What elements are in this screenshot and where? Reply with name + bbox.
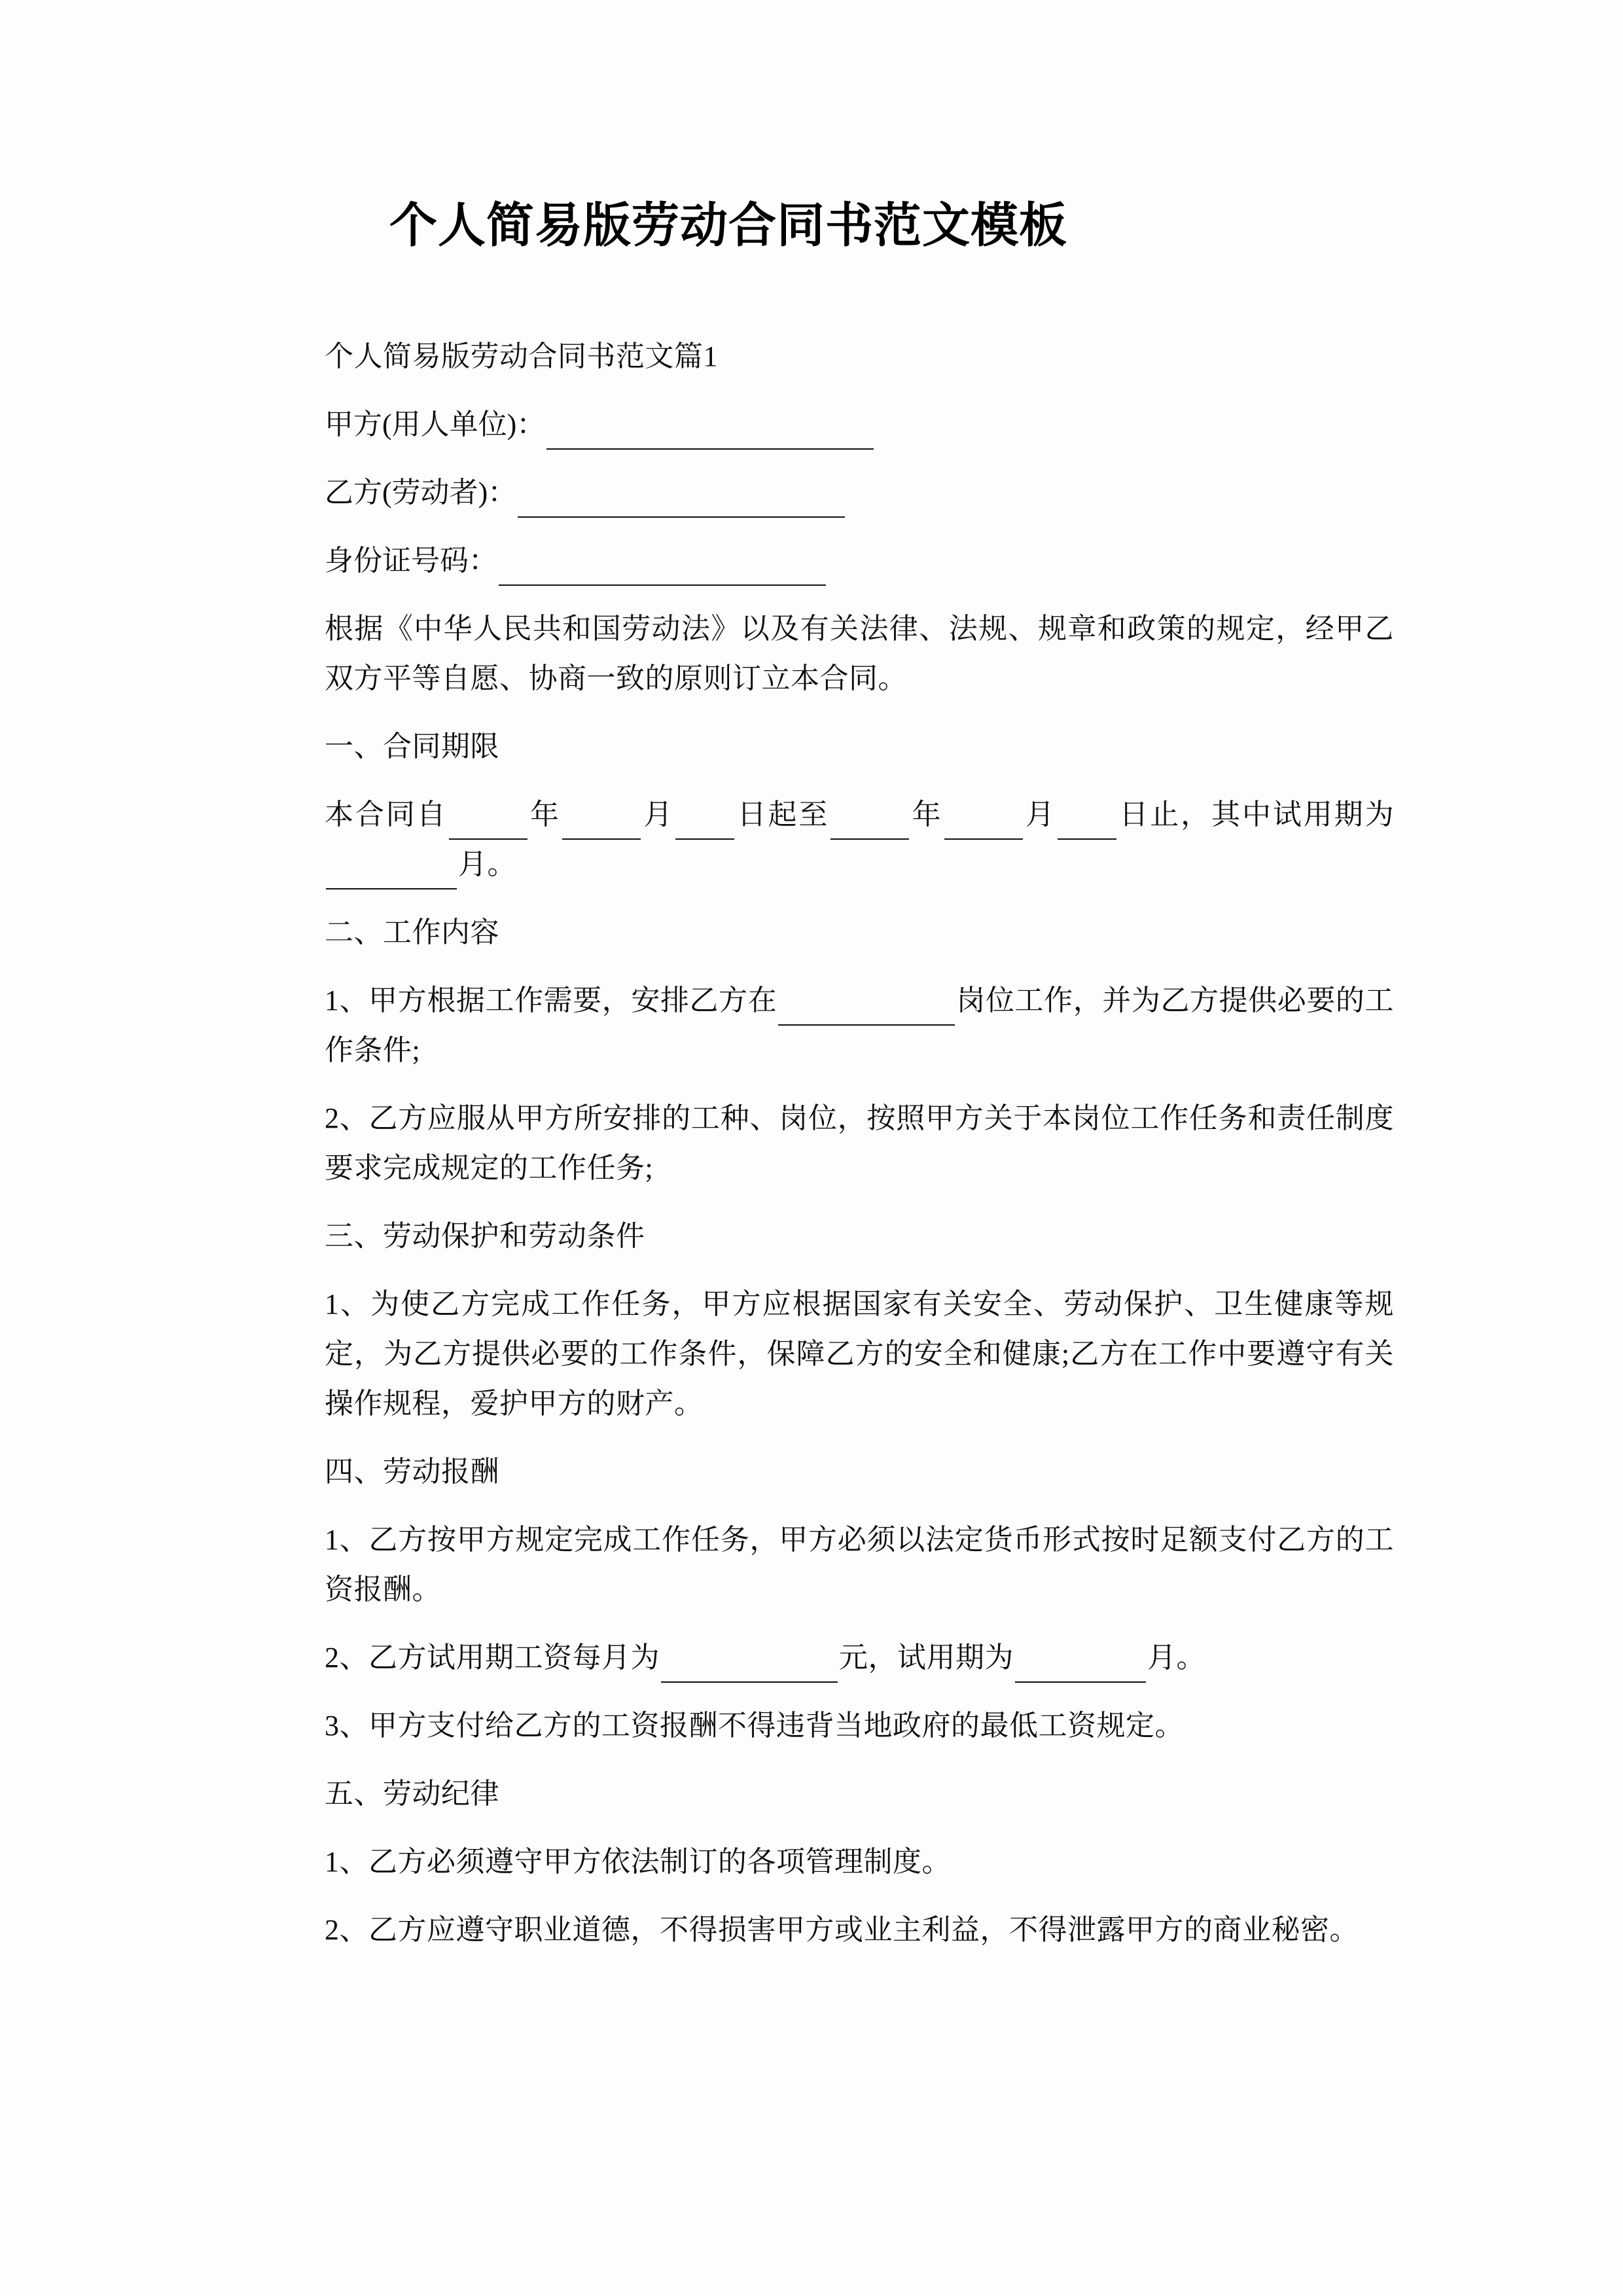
blank-probation-period[interactable] [1015, 1649, 1146, 1683]
document-subheading: 个人简易版劳动合同书范文篇1 [325, 340, 718, 372]
section-heading-3: 三、劳动保护和劳动条件 [325, 1220, 645, 1252]
party-field-id-number [308, 536, 1394, 586]
party-field-employer [308, 400, 1394, 450]
section-5-item-1: 1、乙方必须遵守甲方依法制订的各项管理制度。 [325, 1846, 951, 1878]
section-3-item-1: 1、为使乙方完成工作任务，甲方应根据国家有关安全、劳动保护、卫生健康等规定，为乙方提供必要的工作条件，保障乙方的安全和健康;乙方在工作中要遵守有关操作规程，爱护甲方的财产。 [325, 1288, 1394, 1420]
seg-text: 岗位工作，并为乙方提供必要的工作条件; [325, 984, 1395, 1066]
section-4-item-2 [308, 1633, 1394, 1683]
seg-text: 月。 [1147, 1641, 1205, 1674]
blank-end-month[interactable] [944, 806, 1023, 840]
party-label-employer: 甲方(用人单位)： [325, 408, 546, 440]
seg-text: 月。 [458, 848, 516, 880]
seg-text: 日止，其中试用期为 [1117, 798, 1395, 831]
section-heading-4: 四、劳动报酬 [325, 1456, 499, 1488]
section-4-item-1: 1、乙方按甲方规定完成工作任务，甲方必须以法定货币形式按时足额支付乙方的工资报酬。 [325, 1524, 1394, 1605]
page-title: 个人简易版劳动合同书范文模板 [389, 199, 1067, 252]
section-2-item-2: 2、乙方应服从甲方所安排的工种、岗位，按照甲方关于本岗位工作任务和责任制度要求完成规定的工作任务; [325, 1102, 1394, 1184]
seg-text: 月 [641, 798, 675, 831]
seg-text: 1、甲方根据工作需要，安排乙方在 [325, 984, 777, 1016]
preamble-paragraph: 根据《中华人民共和国劳动法》以及有关法律、法规、规章和政策的规定，经甲乙双方平等自愿、协商一致的原则订立本合同。 [325, 613, 1394, 694]
section-2-item-1 [308, 976, 1394, 1075]
party-blank-id-number[interactable] [499, 552, 826, 586]
party-label-employee: 乙方(劳动者)： [325, 476, 517, 509]
party-blank-employer[interactable] [546, 416, 874, 450]
seg-text: 元，试用期为 [839, 1641, 1014, 1674]
seg-text: 日起至 [736, 798, 830, 831]
blank-end-day[interactable] [1058, 806, 1116, 840]
section-5-item-2: 2、乙方应遵守职业道德，不得损害甲方或业主利益，不得泄露甲方的商业秘密。 [325, 1914, 1359, 1946]
blank-start-month[interactable] [562, 806, 641, 840]
document-content [308, 0, 1394, 1973]
seg-text: 本合同自 [325, 798, 448, 831]
document-body [308, 332, 1394, 1955]
seg-text: 年 [528, 798, 561, 831]
seg-text: 年 [910, 798, 943, 831]
section-heading-2: 二、工作内容 [325, 916, 499, 948]
party-field-employee [308, 468, 1394, 518]
blank-end-year[interactable] [830, 806, 909, 840]
party-label-id-number: 身份证号码： [325, 545, 497, 577]
section-heading-5: 五、劳动纪律 [325, 1778, 499, 1810]
blank-job-position[interactable] [778, 992, 955, 1026]
section-4-item-3: 3、甲方支付给乙方的工资报酬不得违背当地政府的最低工资规定。 [325, 1710, 1184, 1742]
party-blank-employee[interactable] [518, 484, 845, 518]
blank-start-day[interactable] [675, 806, 734, 840]
blank-probation-salary[interactable] [661, 1649, 838, 1683]
seg-text: 2、乙方试用期工资每月为 [325, 1641, 660, 1674]
section-heading-1: 一、合同期限 [325, 730, 499, 762]
blank-start-year[interactable] [449, 806, 527, 840]
seg-text: 月 [1024, 798, 1056, 831]
section-1-item-1 [308, 790, 1394, 889]
blank-probation-months[interactable] [326, 855, 457, 889]
